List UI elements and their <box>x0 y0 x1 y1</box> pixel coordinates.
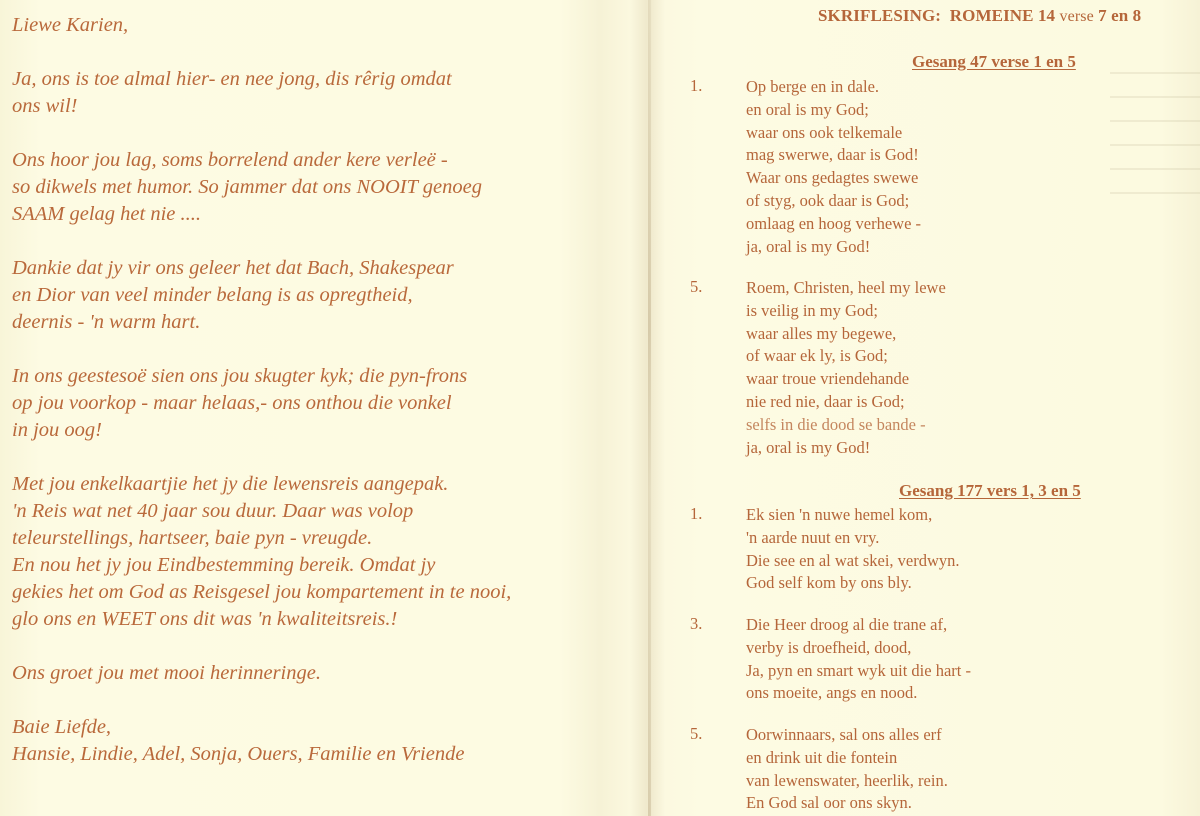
verse-line: Waar ons gedagtes swewe <box>746 168 919 188</box>
verse-line: Die see en al wat skei, verdwyn. <box>746 550 960 570</box>
paper-fold-shadow <box>651 0 665 816</box>
reading-verses: 7 en 8 <box>1098 6 1142 25</box>
verse-number: 1. <box>690 76 703 95</box>
letter-line: In ons geestesoë sien ons jou skugter kyk; die pyn-frons <box>12 365 468 387</box>
verse-lines <box>746 277 946 459</box>
bleed-through-mark <box>1110 120 1200 122</box>
letter-line: Ja, ons is toe almal hier- en nee jong, dis rêrig omdat <box>12 68 452 90</box>
letter-line: 'n Reis wat net 40 jaar sou duur. Daar was volop <box>12 500 414 522</box>
hymn-title: Gesang 177 vers 1, 3 en 5 <box>899 481 1081 500</box>
scripture-reading-heading <box>818 6 1141 26</box>
verse-line: ons moeite, angs en nood. <box>746 683 918 703</box>
letter-paragraph <box>12 66 632 120</box>
verse-line: selfs in die dood se bande - <box>746 414 926 434</box>
bleed-through-mark <box>1110 96 1200 98</box>
verse-line: God self kom by ons bly. <box>746 573 912 593</box>
verse-line: verby is droefheid, dood, <box>746 637 912 657</box>
verse-line: en oral is my God; <box>746 99 869 119</box>
letter-line: deernis - 'n warm hart. <box>12 311 201 333</box>
verse-number: 1. <box>690 504 703 523</box>
reading-book: ROMEINE 14 <box>949 6 1056 25</box>
letter-line: SAAM gelag het nie .... <box>12 203 202 225</box>
verse-line: En God sal oor ons skyn. <box>746 793 912 813</box>
letter-line: in jou oog! <box>12 419 102 441</box>
letter-paragraph <box>12 471 632 633</box>
bleed-through-mark <box>1110 144 1200 146</box>
letter-paragraph <box>12 147 632 228</box>
letter-line: glo ons en WEET ons dit was 'n kwaliteitsreis.! <box>12 608 398 630</box>
verse-line: en drink uit die fontein <box>746 747 898 767</box>
tribute-letter <box>12 12 632 795</box>
verse-line: nie red nie, daar is God; <box>746 391 905 411</box>
verse-line: ja, oral is my God! <box>746 437 871 457</box>
letter-paragraph <box>12 255 632 336</box>
verse-line: Roem, Christen, heel my lewe <box>746 278 946 297</box>
verse-line: Die Heer droog al die trane af, <box>746 615 948 634</box>
verse-number: 5. <box>690 277 703 296</box>
salutation-line: Liewe Karien, <box>12 14 129 36</box>
verse-line: mag swerwe, daar is God! <box>746 145 919 165</box>
verse-line: is veilig in my God; <box>746 300 878 320</box>
letter-salutation <box>12 12 632 39</box>
verse-line: Op berge en in dale. <box>746 77 880 96</box>
verse-line: waar ons ook telkemale <box>746 122 903 142</box>
verse-lines <box>746 724 948 815</box>
letter-line: Met jou enkelkaartjie het jy die lewensreis aangepak. <box>12 473 449 495</box>
hymn-title: Gesang 47 verse 1 en 5 <box>912 52 1076 71</box>
letter-line: en Dior van veel minder belang is as opregtheid, <box>12 284 413 306</box>
letter-line: Ons groet jou met mooi herinneringe. <box>12 662 321 684</box>
letter-line: ons wil! <box>12 95 78 117</box>
verse-line: of styg, ook daar is God; <box>746 190 910 210</box>
verse-lines <box>746 614 971 705</box>
bleed-through-mark <box>1110 72 1200 74</box>
letter-signoff <box>12 714 632 768</box>
verse-line: Oorwinnaars, sal ons alles erf <box>746 725 942 744</box>
verse-line: waar troue vriendehande <box>746 369 910 389</box>
letter-line: gekies het om God as Reisgesel jou kompartement in te nooi, <box>12 581 512 603</box>
letter-line: Ons hoor jou lag, soms borrelend ander kere verleë - <box>12 149 448 171</box>
bleed-through-mark <box>1110 192 1200 194</box>
verse-line: van lewenswater, heerlik, rein. <box>746 770 948 790</box>
verse-lines <box>746 504 960 595</box>
bleed-through-mark <box>1110 168 1200 170</box>
reading-verses-word: verse <box>1059 8 1094 25</box>
reading-label: SKRIFLESING: <box>818 6 942 25</box>
letter-paragraph <box>12 660 632 687</box>
verse-line: omlaag en hoog verhewe - <box>746 213 922 233</box>
letter-line: so dikwels met humor. So jammer dat ons NOOIT genoeg <box>12 176 482 198</box>
letter-paragraph <box>12 363 632 444</box>
verse-number: 5. <box>690 724 703 743</box>
letter-line: Dankie dat jy vir ons geleer het dat Bach, Shakespear <box>12 257 454 279</box>
verse-number: 3. <box>690 614 703 633</box>
verse-lines <box>746 76 921 258</box>
verse-line: 'n aarde nuut en vry. <box>746 527 880 547</box>
letter-closing: Baie Liefde, <box>12 716 112 738</box>
verse-line: Ja, pyn en smart wyk uit die hart - <box>746 660 971 680</box>
letter-line: En nou het jy jou Eindbestemming bereik. Omdat jy <box>12 554 436 576</box>
letter-signatories: Hansie, Lindie, Adel, Sonja, Ouers, Familie en Vriende <box>12 743 465 765</box>
letter-line: teleurstellings, hartseer, baie pyn - vreugde. <box>12 527 373 549</box>
verse-line: ja, oral is my God! <box>746 236 871 256</box>
letter-line: op jou voorkop - maar helaas,- ons onthou die vonkel <box>12 392 452 414</box>
verse-line: Ek sien 'n nuwe hemel kom, <box>746 505 933 524</box>
verse-line: of waar ek ly, is God; <box>746 346 888 366</box>
verse-line: waar alles my begewe, <box>746 323 897 343</box>
